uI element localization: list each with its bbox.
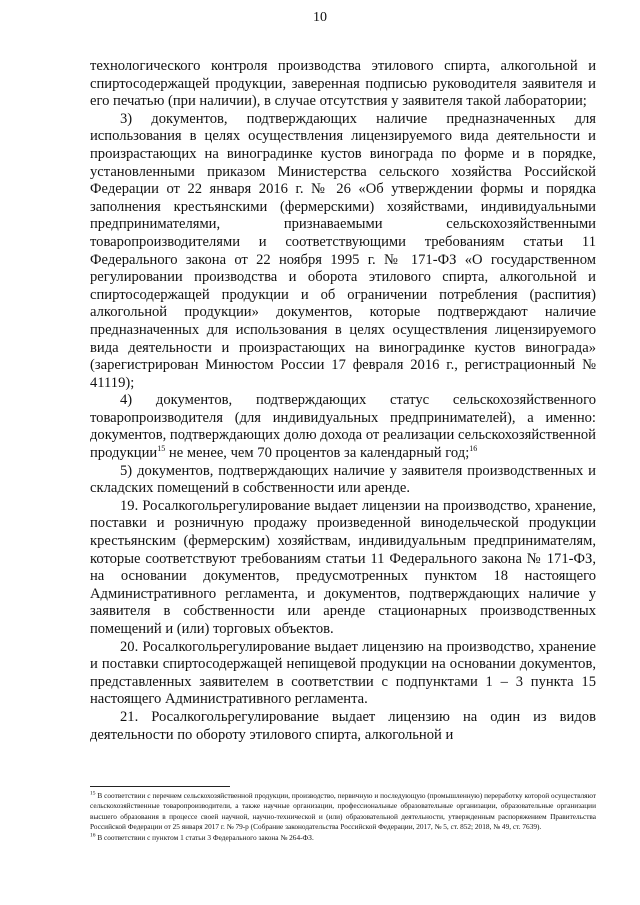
footnote-16-text: В соответствии с пунктом 1 статьи 3 Федерального закона № 264-ФЗ. xyxy=(95,832,314,842)
footnote-15-text: В соответствии с перечнем сельскохозяйственной продукции, производство, первичную и последующую (промышленную) переработку которой осуществляют сельскохозяйственные товаропроизводители, а также научные организации, профессиональные образовательные организации, образовательные организации высшего образования в процессе своей научной, научно-технической и (или) образовательной деятельности, утвержденным распоряжением Правительства Российской Федерации от 25 января 2017 г. № 79-р (Собрание законодательства Российской Федерации, 2017, № 5, ст. 852; 2018, № 49, ст. 7639). xyxy=(90,791,596,832)
footnote-ref-15: 15 xyxy=(157,444,166,454)
paragraph-item-4 xyxy=(90,392,596,462)
footnote-ref-16: 16 xyxy=(469,444,478,454)
paragraph-item-4-text: 4) документов, подтверждающих статус сельскохозяйственного товаропроизводителя (для индивидуальных предпринимателей), а именно: документов, подтверждающих долю дохода от реализации сельскохозяйственной продукции xyxy=(90,392,596,462)
footnote-15 xyxy=(90,791,596,833)
footnote-16 xyxy=(90,833,596,843)
paragraph-item-3: 3) документов, подтверждающих наличие предназначенных для использования в целях осуществления лицензируемого вида деятельности и произрастающих на виноградинке кустов винограда по форме и в порядке, установленными приказом Министерства сельского хозяйства Российской Федерации от 22 января 2016 г. № 26 «Об утверждении формы и порядка заполнения крестьянскими (фермерскими) хозяйствами, индивидуальными предпринимателями, признаваемыми сельскохозяйственными товаропроизводителями и соответствующими требованиям статьи 11 Федерального закона от 22 ноября 1995 г. № 171-ФЗ «О государственном регулировании производства и оборота этилового спирта, алкогольной и спиртосодержащей продукции и об ограничении потребления (распития) алкогольной продукции» документов, которые подтверждают наличие предназначенных для использования в целях осуществления лицензируемого вида деятельности и произрастающих на виноградинке кустов винограда» (зарегистрирован Минюстом России 17 февраля 2016 г., регистрационный № 41119); xyxy=(90,110,596,391)
paragraph-21: 21. Росалкогольрегулирование выдает лицензию на один из видов деятельности по обороту этилового спирта, алкогольной и xyxy=(90,708,596,743)
paragraph-item-4-text-after: не менее, чем 70 процентов за календарный год; xyxy=(165,445,470,462)
document-body xyxy=(90,58,596,744)
page-number: 10 xyxy=(313,10,327,25)
paragraph-lab-continuation: технологического контроля производства этилового спирта, алкогольной и спиртосодержащей продукции, заверенная подписью руководителя заявителя и его печатью (при наличии), в случае отсутствия у заявителя такой лаборатории; xyxy=(90,58,596,110)
footnote-mark-16: 16 xyxy=(90,832,96,839)
paragraph-item-5: 5) документов, подтверждающих наличие у заявителя производственных и складских помещений в собственности или аренде. xyxy=(90,462,596,497)
footnotes xyxy=(90,791,596,843)
footnote-mark-15: 15 xyxy=(90,790,96,797)
paragraph-19: 19. Росалкогольрегулирование выдает лицензии на производство, хранение, поставки и розничную продажу произведенной винодельческой продукции крестьянским (фермерским) хозяйствам, индивидуальным предпринимателям, которые соответствуют требованиям статьи 11 Федерального закона № 171-ФЗ, на основании документов, предусмотренных пунктом 18 настоящего Административного регламента, и документов, подтверждающих наличие у заявителя в собственности или аренде стационарных производственных помещений и (или) торговых объектов. xyxy=(90,497,596,637)
footnote-divider xyxy=(90,786,230,787)
paragraph-20: 20. Росалкогольрегулирование выдает лицензию на производство, хранение и поставки спиртосодержащей непищевой продукции на основании документов, представленных заявителем в соответствии с подпунктами 1 – 3 пункта 15 настоящего Административного регламента. xyxy=(90,638,596,708)
